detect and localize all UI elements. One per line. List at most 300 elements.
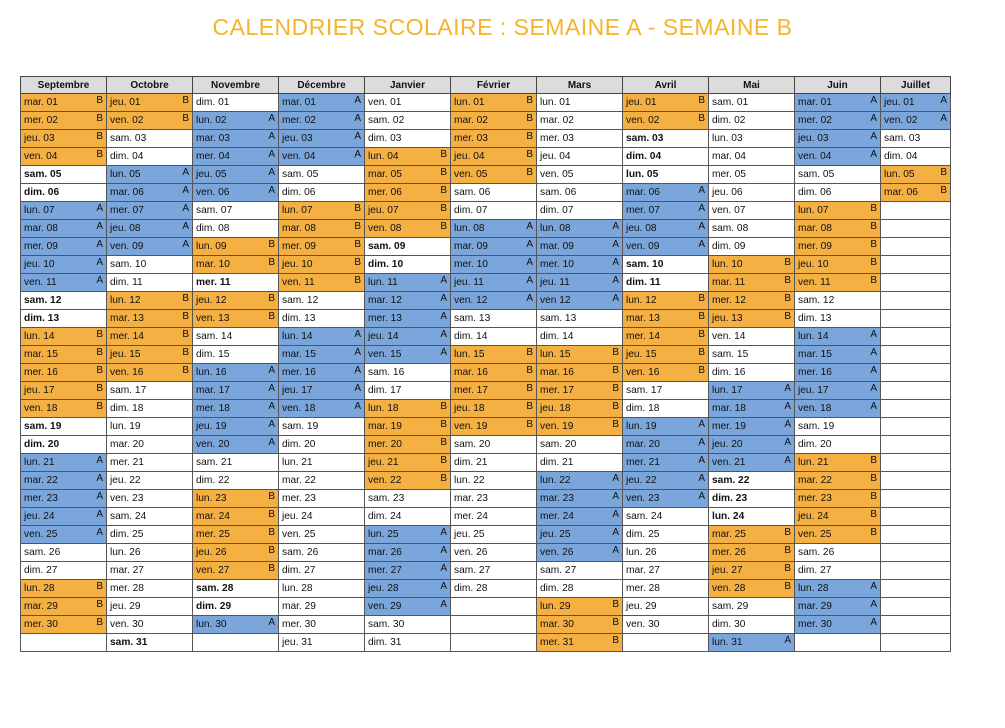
day-cell	[623, 490, 709, 508]
day-label: sam. 09	[368, 241, 406, 252]
day-label: sam. 06	[540, 187, 577, 198]
empty-cell	[881, 238, 951, 256]
week-letter: A	[870, 149, 877, 160]
day-cell	[279, 544, 365, 562]
week-letter: A	[698, 419, 705, 430]
day-label: jeu. 10	[798, 259, 829, 270]
day-label: ven. 30	[110, 619, 144, 630]
day-cell	[365, 130, 451, 148]
day-cell	[107, 634, 193, 652]
week-letter: A	[268, 167, 275, 178]
day-cell	[795, 94, 881, 112]
day-cell	[795, 526, 881, 544]
day-cell	[21, 94, 107, 112]
day-label: sam. 21	[196, 457, 233, 468]
day-label: lun. 28	[798, 583, 829, 594]
day-label: dim. 04	[626, 151, 662, 162]
week-letter: B	[870, 275, 877, 286]
day-cell	[451, 130, 537, 148]
day-cell	[279, 382, 365, 400]
day-label: dim. 22	[196, 475, 230, 486]
day-cell	[537, 472, 623, 490]
day-label: mar. 22	[24, 475, 58, 486]
day-label: jeu. 03	[24, 133, 55, 144]
empty-cell	[881, 292, 951, 310]
day-label: mer. 18	[196, 403, 230, 414]
day-label: sam. 10	[626, 259, 664, 270]
table-row	[21, 256, 951, 274]
day-label: ven. 28	[712, 583, 746, 594]
day-cell	[365, 184, 451, 202]
week-letter: B	[440, 203, 447, 214]
day-label: dim. 16	[712, 367, 746, 378]
week-letter: B	[96, 365, 103, 376]
day-label: mar. 15	[798, 349, 832, 360]
week-letter: A	[698, 185, 705, 196]
week-letter: A	[526, 293, 533, 304]
day-label: jeu. 26	[196, 547, 227, 558]
day-label: jeu. 13	[712, 313, 743, 324]
week-letter: B	[96, 347, 103, 358]
week-letter: A	[612, 545, 619, 556]
day-cell	[709, 418, 795, 436]
day-label: lun. 28	[24, 583, 55, 594]
day-label: lun. 14	[282, 331, 313, 342]
table-row	[21, 490, 951, 508]
day-label: sam. 12	[282, 295, 319, 306]
table-row	[21, 616, 951, 634]
day-label: mar. 02	[454, 115, 488, 126]
day-cell	[193, 256, 279, 274]
day-label: ven. 11	[24, 277, 57, 288]
day-cell	[279, 436, 365, 454]
day-label: jeu. 25	[454, 529, 485, 540]
empty-cell	[881, 544, 951, 562]
day-cell	[279, 238, 365, 256]
day-cell	[623, 292, 709, 310]
day-cell	[193, 148, 279, 166]
day-cell	[881, 148, 951, 166]
day-label: lun. 09	[196, 241, 227, 252]
day-cell	[795, 418, 881, 436]
day-cell	[795, 220, 881, 238]
day-label: mar. 10	[196, 259, 230, 270]
day-label: ven. 18	[798, 403, 832, 414]
day-cell	[537, 292, 623, 310]
day-cell	[107, 274, 193, 292]
day-label: dim. 11	[626, 277, 661, 288]
day-cell	[365, 94, 451, 112]
day-cell	[623, 436, 709, 454]
day-cell	[537, 436, 623, 454]
week-letter: A	[698, 491, 705, 502]
day-label: mer. 16	[24, 367, 58, 378]
day-cell	[193, 418, 279, 436]
day-cell	[451, 562, 537, 580]
week-letter: A	[940, 95, 947, 106]
day-cell	[193, 400, 279, 418]
day-cell	[365, 382, 451, 400]
day-cell	[279, 472, 365, 490]
day-cell	[107, 544, 193, 562]
day-cell	[537, 454, 623, 472]
day-cell	[107, 94, 193, 112]
week-letter: B	[268, 509, 275, 520]
day-cell	[537, 580, 623, 598]
day-cell	[365, 220, 451, 238]
week-letter: B	[268, 491, 275, 502]
month-header: Mars	[537, 77, 623, 94]
week-letter: B	[612, 365, 619, 376]
day-label: mer. 17	[540, 385, 574, 396]
day-cell	[107, 202, 193, 220]
day-label: mar. 16	[454, 367, 488, 378]
day-cell	[623, 544, 709, 562]
day-cell	[623, 472, 709, 490]
week-letter: B	[96, 581, 103, 592]
month-header: Avril	[623, 77, 709, 94]
day-label: mer. 14	[626, 331, 660, 342]
empty-cell	[881, 274, 951, 292]
day-label: sam. 17	[626, 385, 663, 396]
day-cell	[279, 508, 365, 526]
day-cell	[279, 256, 365, 274]
day-cell	[537, 562, 623, 580]
day-label: mer. 28	[626, 583, 660, 594]
day-label: jeu. 11	[540, 277, 570, 288]
day-label: dim. 20	[24, 439, 60, 450]
day-label: mer. 11	[196, 277, 231, 288]
day-cell	[709, 184, 795, 202]
week-letter: B	[698, 365, 705, 376]
day-cell	[365, 328, 451, 346]
week-letter: B	[526, 113, 533, 124]
week-letter: B	[526, 131, 533, 142]
day-label: sam. 03	[110, 133, 147, 144]
day-cell	[709, 130, 795, 148]
day-label: mer. 04	[196, 151, 230, 162]
day-label: mar. 13	[110, 313, 144, 324]
day-cell	[795, 130, 881, 148]
table-row	[21, 454, 951, 472]
day-label: mar. 22	[282, 475, 316, 486]
day-label: lun. 04	[368, 151, 399, 162]
day-cell	[21, 238, 107, 256]
day-label: lun. 31	[712, 637, 743, 648]
day-label: ven. 23	[626, 493, 660, 504]
week-letter: A	[612, 473, 619, 484]
day-label: mar. 20	[626, 439, 660, 450]
empty-cell	[881, 580, 951, 598]
empty-cell	[881, 472, 951, 490]
empty-cell	[451, 634, 537, 652]
day-label: jeu. 05	[196, 169, 227, 180]
day-cell	[537, 598, 623, 616]
day-label: dim. 28	[540, 583, 574, 594]
day-cell	[279, 148, 365, 166]
day-label: lun. 21	[282, 457, 313, 468]
day-cell	[537, 634, 623, 652]
day-label: dim. 04	[110, 151, 144, 162]
day-cell	[193, 472, 279, 490]
day-label: dim. 07	[454, 205, 488, 216]
week-letter: A	[784, 419, 791, 430]
day-label: mar. 23	[454, 493, 488, 504]
day-label: mer. 24	[454, 511, 488, 522]
day-label: dim. 30	[712, 619, 746, 630]
day-label: jeu. 07	[368, 205, 399, 216]
week-letter: B	[440, 401, 447, 412]
day-label: jeu. 22	[110, 475, 141, 486]
empty-cell	[881, 508, 951, 526]
day-cell	[21, 454, 107, 472]
day-cell	[537, 94, 623, 112]
week-letter: B	[784, 257, 791, 268]
day-cell	[451, 256, 537, 274]
day-cell	[107, 184, 193, 202]
day-cell	[193, 238, 279, 256]
empty-cell	[451, 616, 537, 634]
day-cell	[451, 274, 537, 292]
week-letter: A	[440, 581, 447, 592]
week-letter: B	[784, 563, 791, 574]
day-cell	[451, 382, 537, 400]
day-label: sam. 16	[368, 367, 405, 378]
day-label: mar. 13	[626, 313, 660, 324]
day-label: ven. 05	[454, 169, 488, 180]
week-letter: A	[612, 275, 619, 286]
day-label: dim. 23	[712, 493, 748, 504]
empty-cell	[881, 598, 951, 616]
day-label: mer. 03	[454, 133, 488, 144]
day-cell	[193, 130, 279, 148]
day-cell	[21, 400, 107, 418]
week-letter: A	[96, 527, 103, 538]
day-cell	[107, 472, 193, 490]
day-cell	[279, 616, 365, 634]
day-cell	[881, 130, 951, 148]
day-cell	[193, 328, 279, 346]
day-cell	[193, 292, 279, 310]
week-letter: A	[870, 329, 877, 340]
day-label: mer. 02	[282, 115, 316, 126]
day-label: lun. 21	[798, 457, 829, 468]
empty-cell	[795, 634, 881, 652]
day-cell	[537, 382, 623, 400]
week-letter: A	[612, 221, 619, 232]
week-letter: B	[182, 293, 189, 304]
day-label: sam. 07	[196, 205, 233, 216]
day-cell	[451, 148, 537, 166]
day-cell	[451, 490, 537, 508]
week-letter: A	[870, 599, 877, 610]
week-letter: B	[870, 239, 877, 250]
day-label: mer. 21	[626, 457, 660, 468]
day-label: lun. 03	[712, 133, 743, 144]
day-label: sam. 02	[368, 115, 405, 126]
day-label: ven. 11	[798, 277, 831, 288]
day-label: jeu. 01	[626, 97, 657, 108]
week-letter: A	[440, 347, 447, 358]
day-label: sam. 24	[110, 511, 147, 522]
day-label: ven. 22	[368, 475, 402, 486]
day-cell	[795, 490, 881, 508]
week-letter: A	[870, 383, 877, 394]
day-cell	[451, 454, 537, 472]
day-cell	[795, 274, 881, 292]
day-cell	[21, 598, 107, 616]
day-label: mar. 02	[540, 115, 574, 126]
day-label: lun. 02	[196, 115, 227, 126]
day-label: ven. 26	[540, 547, 574, 558]
week-letter: B	[268, 311, 275, 322]
month-header: Novembre	[193, 77, 279, 94]
day-label: mer. 16	[798, 367, 832, 378]
day-label: ven. 06	[196, 187, 230, 198]
day-cell	[365, 112, 451, 130]
empty-cell	[881, 616, 951, 634]
day-label: ven. 20	[196, 439, 230, 450]
week-letter: A	[268, 419, 275, 430]
week-letter: A	[440, 527, 447, 538]
day-label: lun. 15	[540, 349, 571, 360]
day-cell	[365, 346, 451, 364]
week-letter: B	[96, 401, 103, 412]
day-cell	[193, 454, 279, 472]
table-row	[21, 220, 951, 238]
day-label: jeu. 17	[24, 385, 55, 396]
month-header: Juin	[795, 77, 881, 94]
day-label: dim. 03	[368, 133, 402, 144]
week-letter: A	[526, 239, 533, 250]
empty-cell	[881, 382, 951, 400]
empty-cell	[623, 634, 709, 652]
day-cell	[795, 544, 881, 562]
day-cell	[193, 616, 279, 634]
week-letter: A	[354, 383, 361, 394]
day-label: mar. 06	[626, 187, 660, 198]
day-label: lun. 01	[454, 97, 485, 108]
day-label: mar. 12	[368, 295, 402, 306]
day-label: lun. 22	[454, 475, 485, 486]
day-label: sam. 19	[282, 421, 319, 432]
day-cell	[21, 328, 107, 346]
table-row	[21, 382, 951, 400]
week-letter: A	[870, 581, 877, 592]
day-label: ven. 13	[196, 313, 230, 324]
week-letter: B	[268, 563, 275, 574]
day-label: sam. 14	[196, 331, 233, 342]
day-label: dim. 08	[196, 223, 230, 234]
day-cell	[21, 490, 107, 508]
day-cell	[365, 472, 451, 490]
day-cell	[709, 274, 795, 292]
day-label: sam. 29	[712, 601, 749, 612]
week-letter: A	[354, 329, 361, 340]
day-label: mar. 29	[798, 601, 832, 612]
day-cell	[107, 400, 193, 418]
day-label: ven. 25	[282, 529, 316, 540]
day-label: lun. 26	[626, 547, 657, 558]
day-cell	[365, 418, 451, 436]
week-letter: A	[784, 437, 791, 448]
day-cell	[623, 274, 709, 292]
day-label: jeu. 10	[282, 259, 313, 270]
day-cell	[107, 562, 193, 580]
month-header: Février	[451, 77, 537, 94]
week-letter: A	[268, 113, 275, 124]
day-label: mer. 07	[110, 205, 144, 216]
day-label: lun. 24	[712, 511, 745, 522]
day-cell	[193, 112, 279, 130]
day-cell	[537, 238, 623, 256]
table-row	[21, 274, 951, 292]
day-cell	[709, 598, 795, 616]
day-label: dim. 11	[110, 277, 143, 288]
day-label: lun. 26	[110, 547, 141, 558]
day-cell	[21, 364, 107, 382]
calendar-body	[21, 94, 951, 652]
day-cell	[795, 292, 881, 310]
day-cell	[537, 112, 623, 130]
day-label: sam. 17	[110, 385, 147, 396]
day-label: ven. 04	[282, 151, 316, 162]
week-letter: B	[698, 113, 705, 124]
day-cell	[279, 562, 365, 580]
day-cell	[709, 238, 795, 256]
day-label: ven. 05	[540, 169, 574, 180]
week-letter: B	[526, 419, 533, 430]
day-label: ven. 11	[282, 277, 315, 288]
day-label: dim. 27	[282, 565, 316, 576]
day-label: dim. 28	[454, 583, 488, 594]
day-cell	[623, 526, 709, 544]
day-cell	[365, 292, 451, 310]
week-letter: A	[182, 239, 189, 250]
day-label: dim. 13	[798, 313, 832, 324]
day-cell	[21, 616, 107, 634]
week-letter: B	[440, 167, 447, 178]
day-label: dim. 13	[282, 313, 316, 324]
day-cell	[537, 490, 623, 508]
day-label: mar. 08	[798, 223, 832, 234]
day-label: sam. 20	[540, 439, 577, 450]
week-letter: A	[526, 257, 533, 268]
day-cell	[193, 202, 279, 220]
week-letter: A	[268, 437, 275, 448]
day-cell	[279, 166, 365, 184]
day-cell	[21, 382, 107, 400]
day-cell	[107, 436, 193, 454]
day-label: dim. 06	[282, 187, 316, 198]
day-cell	[193, 274, 279, 292]
table-row	[21, 310, 951, 328]
table-row	[21, 238, 951, 256]
empty-cell	[881, 418, 951, 436]
day-cell	[709, 202, 795, 220]
day-label: mar. 20	[110, 439, 144, 450]
day-cell	[881, 112, 951, 130]
table-row	[21, 418, 951, 436]
day-label: lun. 07	[24, 205, 55, 216]
empty-cell	[881, 256, 951, 274]
day-cell	[21, 220, 107, 238]
day-cell	[623, 112, 709, 130]
week-letter: A	[612, 527, 619, 538]
day-cell	[795, 184, 881, 202]
day-cell	[279, 220, 365, 238]
day-cell	[279, 526, 365, 544]
